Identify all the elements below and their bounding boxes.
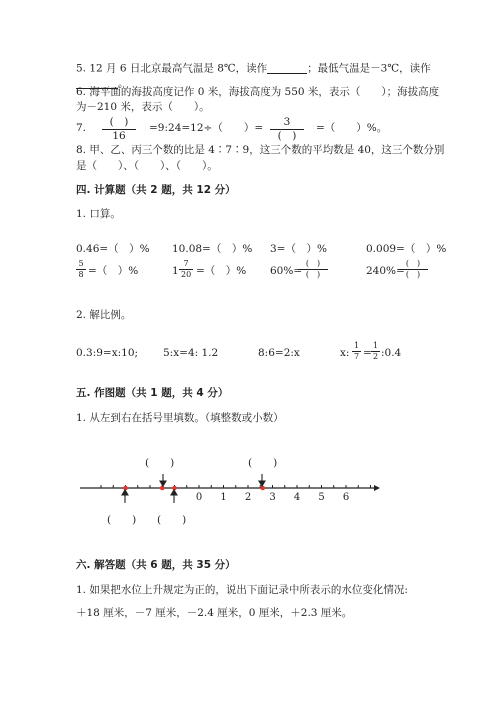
arrow-up-icon (122, 490, 128, 495)
calc-row1-item2: 10.08=（ ）% (172, 243, 253, 255)
tick-label-0: 0 (195, 492, 203, 503)
sec4-q1: 1. 口算。 (76, 208, 121, 220)
calc-row1-item4: 0.009=（ ）% (366, 243, 447, 255)
q5-text-2: ；最低气温是－3℃，读作 (307, 62, 431, 75)
q7-number: 7. (76, 122, 87, 134)
arrow-up-icon (171, 490, 177, 495)
number-line-point-2 (160, 486, 165, 491)
denominator: 7 (354, 352, 360, 361)
calc-row2-b-whole: 1 (172, 265, 179, 277)
q7-middle: =9:24=12÷（ ）= (149, 122, 264, 134)
answer-paren-bottom-2[interactable]: ( ) (157, 514, 187, 526)
numerator: 1 (373, 341, 379, 350)
q5-text-1: 5. 12 月 6 日北京最高气温是 8℃，读作 (76, 62, 268, 75)
numerator: 5 (78, 259, 84, 268)
sec6-q1: 1. 如果把水位上升规定为正的，说出下面记录中所表示的水位变化情况: (76, 584, 408, 596)
q6-line-2: 为－210 米，表示（ ）。 (76, 101, 210, 113)
section-6-heading: 六. 解答题（共 6 题，共 35 分） (76, 559, 236, 571)
axis-arrowhead-icon (374, 485, 380, 491)
sec4-q2: 2. 解比例。 (76, 309, 132, 321)
tick-label-1: 1 (220, 492, 227, 503)
tick-label-3: 3 (269, 492, 276, 503)
denominator: ( ) (305, 270, 321, 279)
q7-f1-denominator: 16 (112, 129, 126, 142)
section-4-heading: 四. 计算题（共 2 题，共 12 分） (76, 184, 236, 196)
proportion-4-pre: x: (340, 347, 350, 359)
number-line-point-1 (123, 486, 128, 491)
tick-label-4: 4 (293, 492, 301, 503)
q6-line-1: 6. 海平面的海拔高度记作 0 米，海拔高度为 550 米，表示（ ）；海拔高度 (76, 86, 440, 98)
number-line-point-4 (260, 486, 265, 491)
q5-text-3: 。 (118, 77, 129, 90)
q7-f1-numerator: ( ) (109, 116, 129, 128)
numerator: 1 (354, 341, 360, 350)
sec5-q1: 1. 从左到右在括号里填数。（填整数或小数） (76, 412, 284, 424)
answer-paren-top-1[interactable]: ( ) (145, 457, 175, 469)
calc-row2-c-pre: 60%= (270, 265, 303, 277)
answer-paren-top-2[interactable]: ( ) (248, 457, 278, 469)
section-5-heading: 五. 作图题（共 1 题，共 4 分） (76, 387, 229, 399)
sec6-q1-values: ＋18 厘米，－7 厘米，－2.4 厘米，0 厘米，＋2.3 厘米。 (76, 607, 353, 619)
calc-row1-item3: 3=（ ）% (270, 243, 327, 255)
q8-line-2: 是（ ）、（ ）、（ ）。 (76, 160, 218, 172)
denominator: 8 (78, 270, 84, 279)
tick-label-6: 6 (342, 492, 350, 503)
denominator: 2 (373, 352, 379, 361)
q7-f2-numerator: 3 (283, 116, 291, 128)
q7-end: =（ ）%。 (316, 122, 388, 134)
calc-row2-b-rest: =（ ）% (196, 265, 247, 277)
numerator: 7 (183, 259, 189, 268)
q8-line-1: 8. 甲、乙、丙三个数的比是 4∶7∶9，这三个数的平均数是 40，这三个数分别 (76, 144, 445, 156)
proportion-4-post: :0.4 (381, 347, 402, 359)
calc-row1-item1: 0.46=（ ）% (76, 243, 150, 255)
numerator: ( ) (405, 259, 421, 268)
calc-row2-a-rest: =（ ）% (88, 265, 139, 277)
denominator: ( ) (405, 270, 421, 279)
answer-paren-bottom-1[interactable]: ( ) (107, 514, 137, 526)
arrow-down-icon (160, 481, 166, 486)
q7-f2-denominator: ( ) (277, 129, 297, 142)
numerator: ( ) (305, 259, 321, 268)
calc-row2-d-pre: 240%= (366, 265, 405, 277)
tick-label-5: 5 (318, 492, 325, 503)
proportion-2: 5:x=4: 1.2 (163, 347, 219, 359)
denominator: 20 (181, 270, 192, 279)
proportion-4-mid: = (363, 347, 372, 359)
number-line-point-3 (172, 486, 177, 491)
proportion-3: 8:6=2:x (258, 347, 300, 359)
proportion-1: 0.3:9=x:10; (76, 347, 139, 359)
tick-label-2: 2 (244, 492, 252, 503)
